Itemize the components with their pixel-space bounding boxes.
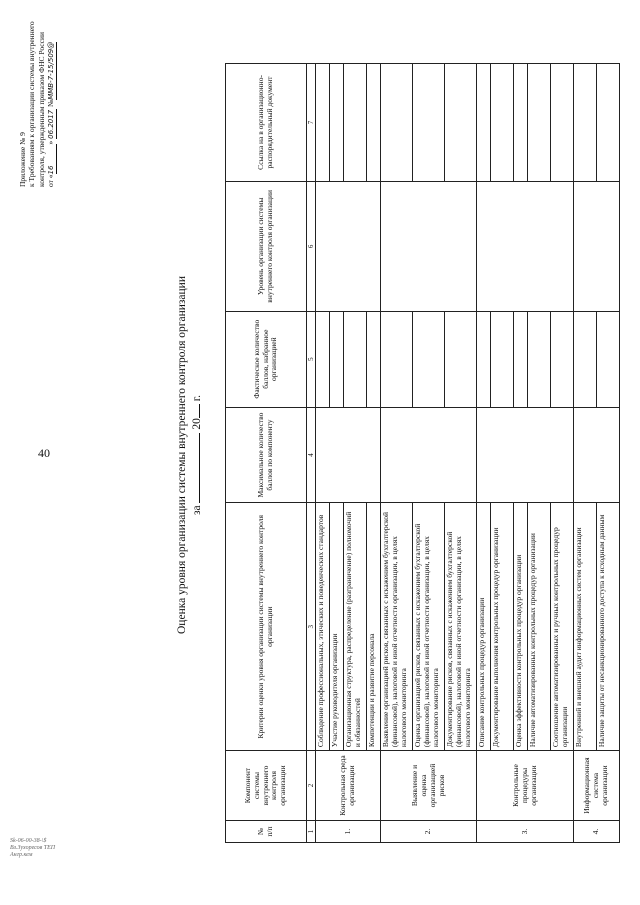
order-number: ММВ-7-15/509@ — [47, 41, 56, 100]
actual-points-cell[interactable] — [477, 311, 491, 407]
appendix-line-1: Приложение № 9 — [18, 132, 27, 187]
reference-cell[interactable] — [330, 64, 344, 182]
criterion: Оценка организацией рисков, связанных с искажением бухгалтерской (финансовой), налоговой и иной отчетности организации, в целях налогового мониторинга — [413, 503, 445, 751]
max-points-cell[interactable] — [381, 407, 477, 503]
reference-cell[interactable] — [344, 64, 367, 182]
date-prefix: от « — [46, 174, 56, 187]
criterion: Наличие защиты от несанкционированного доступа к исходным данным — [597, 503, 620, 751]
page-number: 40 — [38, 446, 50, 460]
year-prefix: 20 — [190, 418, 203, 430]
col-number: 6 — [307, 181, 316, 311]
reference-cell[interactable] — [477, 64, 491, 182]
actual-points-cell[interactable] — [330, 311, 344, 407]
row-number: 1. — [316, 821, 381, 843]
reference-cell[interactable] — [528, 64, 551, 182]
row-number: 4. — [574, 821, 620, 843]
reference-cell[interactable] — [574, 64, 597, 182]
reference-cell[interactable] — [381, 64, 413, 182]
reference-cell[interactable] — [316, 64, 330, 182]
header-level: Уровень организации системы внутреннего контроля организации — [226, 181, 307, 311]
reference-cell[interactable] — [413, 64, 445, 182]
date-month-year: 06.2017 — [47, 109, 56, 139]
criterion: Документирование рисков, связанных с искажением бухгалтерской (финансовой), налоговой и иной отчетности организации, в целях налогового мониторинга — [445, 503, 477, 751]
date-day: 16 — [47, 144, 57, 174]
criterion: Документирование выполнения контрольных процедур организации — [491, 503, 514, 751]
header-row — [226, 64, 307, 843]
reference-cell[interactable] — [514, 64, 528, 182]
title-line: Оценка уровня организации системы внутреннего контроля организации — [176, 276, 188, 634]
col-number: 4 — [307, 407, 316, 503]
document-title — [175, 125, 205, 785]
reference-cell[interactable] — [551, 64, 574, 182]
component-name: Контрольные процедуры организации — [477, 751, 574, 821]
level-cell[interactable] — [316, 181, 381, 311]
appendix-line-2: к Требованиям к организации системы внутреннего — [27, 21, 37, 187]
actual-points-cell[interactable] — [445, 311, 477, 407]
actual-points-cell[interactable] — [381, 311, 413, 407]
level-cell[interactable] — [381, 181, 477, 311]
table-row — [477, 64, 491, 843]
table-row — [574, 64, 597, 843]
appendix-header — [18, 7, 57, 187]
header-actual-points: Фактическое количество баллов, набранное организацией — [226, 311, 307, 407]
criterion: Оценка эффективности контрольных процедур организации — [514, 503, 528, 751]
actual-points-cell[interactable] — [574, 311, 597, 407]
max-points-cell[interactable] — [574, 407, 620, 503]
header-reference: Ссылка на в организационно-распорядительный документ — [226, 64, 307, 182]
reference-cell[interactable] — [367, 64, 381, 182]
period-blank — [199, 433, 200, 503]
level-cell[interactable] — [574, 181, 620, 311]
actual-points-cell[interactable] — [597, 311, 620, 407]
assessment-table — [225, 63, 620, 843]
col-number: 2 — [307, 751, 316, 821]
criterion: Наличие автоматизированных контрольных процедур организации — [528, 503, 551, 751]
header-number: № п/п — [226, 821, 307, 843]
actual-points-cell[interactable] — [344, 311, 367, 407]
criterion: Выявление организацией рисков, связанных с искажением бухгалтерской (финансовой), налоговой и иной отчетности организации, в целях налогового мониторинга — [381, 503, 413, 751]
header-max-points: Максимальное количество баллов по компоненту — [226, 407, 307, 503]
header-component: Компонент системы внутреннего контроля организации — [226, 751, 307, 821]
max-points-cell[interactable] — [477, 407, 574, 503]
number-prefix: № — [46, 99, 56, 107]
criterion: Внутренний и внешний аудит информационных систем организации — [574, 503, 597, 751]
table-row — [316, 64, 330, 843]
criterion: Соотношение автоматизированных и ручных контрольных процедур организации — [551, 503, 574, 751]
actual-points-cell[interactable] — [528, 311, 551, 407]
title-period — [190, 125, 205, 785]
row-number: 2. — [381, 821, 477, 843]
actual-points-cell[interactable] — [316, 311, 330, 407]
col-number: 3 — [307, 503, 316, 751]
reference-cell[interactable] — [445, 64, 477, 182]
registration-stamp: Sk-06-00-38-\$ Вз.Зухоресов ТЕП Ангр.кем — [10, 838, 56, 858]
row-number: 3. — [477, 821, 574, 843]
year-blank — [199, 404, 200, 418]
level-cell[interactable] — [477, 181, 574, 311]
actual-points-cell[interactable] — [551, 311, 574, 407]
criterion: Организационная структура, распределение (разграничение) полномочий и обязанностей — [344, 503, 367, 751]
actual-points-cell[interactable] — [514, 311, 528, 407]
col-number: 5 — [307, 311, 316, 407]
rotated-sheet — [0, 5, 640, 905]
date-mid: » — [46, 140, 56, 145]
year-suffix: г. — [190, 394, 203, 402]
column-number-row — [307, 64, 316, 843]
col-number: 1 — [307, 821, 316, 843]
reference-cell[interactable] — [597, 64, 620, 182]
max-points-cell[interactable] — [316, 407, 381, 503]
criterion: Описание контрольных процедур организации — [477, 503, 491, 751]
table-row — [381, 64, 413, 843]
reference-cell[interactable] — [491, 64, 514, 182]
appendix-date-line — [46, 7, 57, 187]
component-name: Информационная система организации — [574, 751, 620, 821]
actual-points-cell[interactable] — [367, 311, 381, 407]
component-name: Выявление и оценка организацией рисков — [381, 751, 477, 821]
criterion: Соблюдение профессиональных, этических и поведенческих стандартов — [316, 503, 330, 751]
actual-points-cell[interactable] — [491, 311, 514, 407]
actual-points-cell[interactable] — [413, 311, 445, 407]
title-za: за — [190, 505, 203, 516]
col-number: 7 — [307, 64, 316, 182]
header-criteria: Критерии оценки уровня организации системы внутреннего контроля организации — [226, 503, 307, 751]
appendix-line-3: контроля, утвержденным приказом ФНС России — [36, 32, 46, 187]
component-name: Контрольная среда организации — [316, 751, 381, 821]
criterion: Компетенции и развитие персонала — [367, 503, 381, 751]
criterion: Участие руководителя организации — [330, 503, 344, 751]
